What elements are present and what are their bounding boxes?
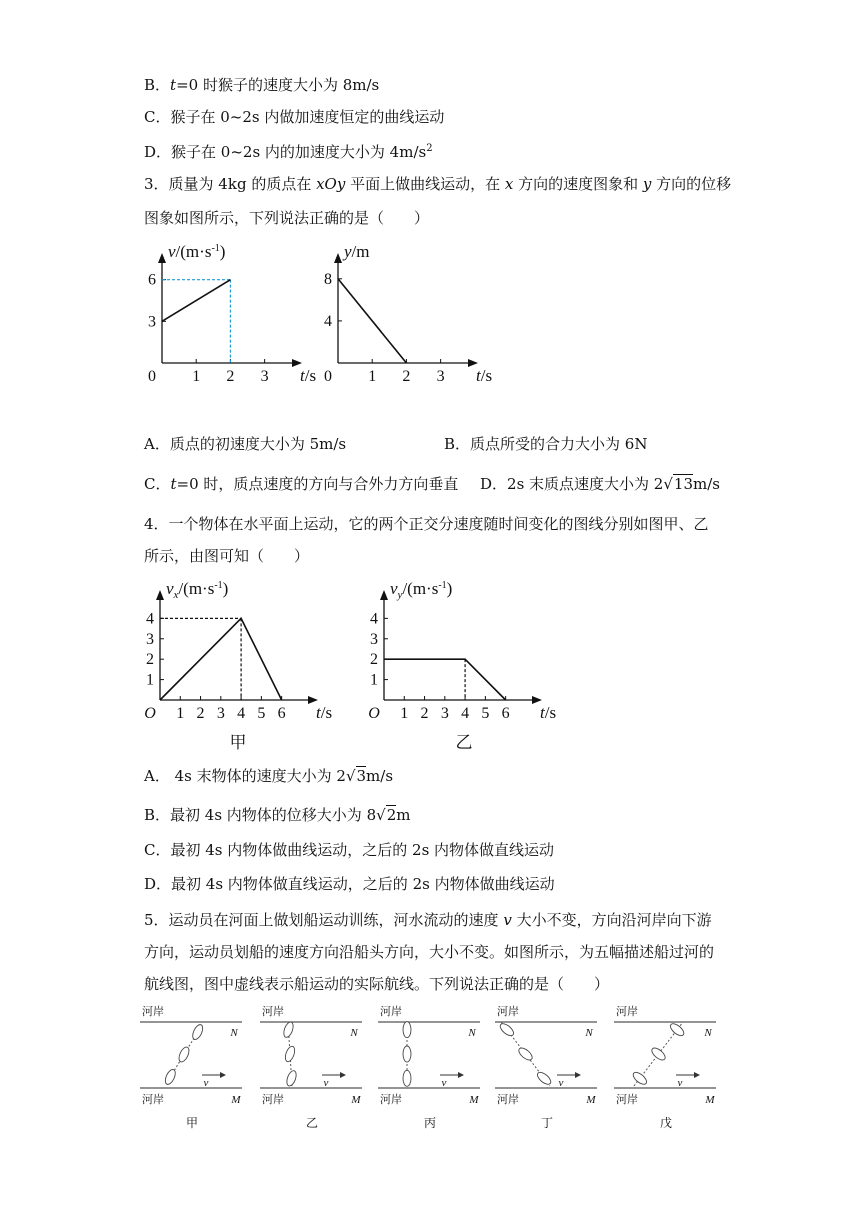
x-tick-label: 1 (192, 368, 201, 385)
bank-label-bottom: 河岸 (616, 1094, 638, 1106)
current-arrow-head (220, 1072, 226, 1078)
chart-caption: 乙 (455, 733, 473, 752)
q4-option-c: C．最初 4s 内物体做曲线运动，之后的 2s 内物体做直线运动 (144, 841, 555, 859)
x-tick-label: 5 (257, 705, 266, 722)
y-tick-label: 1 (146, 671, 154, 689)
diagram-caption: 戊 (659, 1116, 673, 1130)
x-axis-label: t/s (540, 703, 557, 722)
x-tick-label: 3 (216, 705, 225, 722)
bank-label-top: 河岸 (380, 1006, 402, 1018)
x-tick-label: 6 (501, 705, 510, 722)
diagram-caption: 丙 (423, 1116, 437, 1130)
x-tick-label: 1 (368, 368, 377, 385)
q4-vx-chart (140, 574, 340, 754)
bank-label-n: N (704, 1027, 712, 1039)
bank-label-top: 河岸 (142, 1006, 164, 1018)
q5-stem-line2: 方向，运动员划船的速度方向沿船头方向，大小不变。如图所示，为五幅描述船过河的 (144, 943, 715, 961)
current-arrow-head (575, 1072, 581, 1078)
y-tick-label: 2 (370, 651, 378, 669)
x-tick-label: 6 (277, 705, 286, 722)
boat-icon (403, 1070, 411, 1086)
boat-icon (403, 1022, 411, 1038)
y-axis-label: $v_y/(m\cdot s^{-1})$ (390, 579, 453, 601)
origin-label: O (368, 705, 380, 722)
x-tick-label: 3 (436, 368, 445, 385)
x-axis-label: t/s (476, 366, 493, 385)
x-tick-label: 2 (402, 368, 411, 385)
q4-vy-chart (360, 574, 560, 754)
q3-velocity-chart (140, 238, 317, 388)
current-label: v (558, 1077, 564, 1089)
x-tick-label: 1 (176, 705, 185, 722)
bank-label-m: M (469, 1094, 479, 1106)
current-label: v (441, 1077, 447, 1089)
y-axis-label: $v_x/(m\cdot s^{-1})$ (166, 579, 229, 601)
diagram-caption: 乙 (305, 1116, 319, 1130)
bank-label-bottom: 河岸 (380, 1094, 402, 1106)
bank-label-m: M (351, 1094, 361, 1106)
boat-icon (284, 1045, 297, 1063)
boat-icon (177, 1046, 191, 1064)
x-tick-label: 4 (461, 705, 470, 722)
bank-label-n: N (350, 1027, 358, 1039)
q3-option-c: C．t=0 时，质点速度的方向与合外力方向垂直 (144, 475, 459, 493)
boat-icon (191, 1023, 205, 1041)
river-panel (140, 1004, 242, 1130)
series-line (384, 659, 506, 700)
bank-label-top: 河岸 (262, 1006, 284, 1018)
bank-label-m: M (705, 1094, 715, 1106)
boat-icon (535, 1070, 552, 1086)
bank-label-m: M (586, 1094, 596, 1106)
x-tick-label: 2 (420, 705, 429, 722)
y-tick-label: 1 (370, 671, 378, 689)
x-tick-label: 2 (226, 368, 235, 385)
q4-stem-line2: 所示，由图可知（ ） (144, 547, 310, 565)
y-tick-label: 3 (146, 630, 154, 648)
x-tick-label: 3 (260, 368, 269, 385)
bank-label-bottom: 河岸 (262, 1094, 284, 1106)
boat-icon (163, 1068, 177, 1086)
q5-river-diagrams (140, 1000, 730, 1140)
boat-icon (668, 1021, 685, 1037)
current-label: v (203, 1077, 209, 1089)
x-tick-label: 4 (237, 705, 246, 722)
bank-label-n: N (468, 1027, 476, 1039)
series-line (160, 618, 282, 700)
y-axis-arrow (158, 253, 166, 263)
q5-stem-line1: 5．运动员在河面上做划船运动训练，河水流动的速度 v 大小不变，方向沿河岸向下游 (144, 911, 712, 929)
x-tick-label: 3 (440, 705, 449, 722)
y-tick-label: 4 (146, 610, 154, 628)
q4-stem-line1: 4．一个物体在水平面上运动，它的两个正交分速度随时间变化的图线分别如图甲、乙 (144, 515, 709, 533)
q3-stem-line1: 3．质量为 4kg 的质点在 xOy 平面上做曲线运动，在 x 方向的速度图象和 y 方向的位移 (144, 175, 732, 193)
x-axis-label: t/s (316, 703, 333, 722)
current-arrow-head (340, 1072, 346, 1078)
y-tick-label: 3 (370, 630, 378, 648)
y-tick-label: 8 (324, 270, 332, 288)
current-label: v (677, 1077, 683, 1089)
series-line (162, 280, 230, 322)
q5-stem-line3: 航线图，图中虚线表示船运动的实际航线。下列说法正确的是（ ） (144, 975, 610, 993)
y-tick-label: 3 (148, 313, 156, 331)
chart-caption: 甲 (229, 733, 247, 752)
y-axis-arrow (334, 253, 342, 263)
q2-option-c: C．猴子在 0~2s 内做加速度恒定的曲线运动 (144, 108, 445, 126)
y-axis-label: $v/(m\cdot s^{-1})$ (168, 242, 226, 261)
river-panel (614, 1004, 716, 1130)
q3-stem-line2: 图象如图所示，下列说法正确的是（ ） (144, 209, 430, 227)
x-axis-label: t/s (300, 366, 317, 385)
diagram-caption: 丁 (540, 1116, 554, 1130)
boat-icon (650, 1046, 667, 1062)
river-panel (495, 1004, 597, 1130)
x-tick-label: 1 (400, 705, 409, 722)
current-label: v (323, 1077, 329, 1089)
river-panel (378, 1004, 480, 1130)
q2-option-b: B．t=0 时猴子的速度大小为 8m/s (144, 76, 380, 94)
origin-label: 0 (324, 368, 332, 385)
bank-label-bottom: 河岸 (142, 1094, 164, 1106)
bank-label-n: N (585, 1027, 593, 1039)
origin-label: 0 (148, 368, 156, 385)
q2-option-d: D．猴子在 0~2s 内的加速度大小为 $4m/s^2$ (144, 143, 433, 161)
q3-option-b: B．质点所受的合力大小为 6N (444, 435, 648, 453)
x-tick-label: 5 (481, 705, 490, 722)
y-tick-label: 4 (324, 312, 332, 330)
y-axis-arrow (380, 590, 388, 600)
q4-option-b: B．最初 4s 内物体的位移大小为 8√2m (144, 806, 411, 824)
current-arrow-head (458, 1072, 464, 1078)
bank-label-n: N (230, 1027, 238, 1039)
bank-label-m: M (231, 1094, 241, 1106)
x-tick-label: 2 (196, 705, 205, 722)
q3-option-a: A．质点的初速度大小为 5m/s (144, 435, 347, 453)
diagram-caption: 甲 (185, 1116, 199, 1130)
y-axis-arrow (156, 590, 164, 600)
y-tick-label: 2 (146, 651, 154, 669)
q4-option-a: A． 4s 末物体的速度大小为 2√3m/s (144, 767, 394, 785)
bank-label-top: 河岸 (497, 1006, 519, 1018)
series-line (338, 279, 406, 363)
origin-label: O (144, 705, 156, 722)
current-arrow-head (694, 1072, 700, 1078)
boat-icon (403, 1046, 411, 1062)
y-axis-label: y/m (344, 242, 370, 261)
y-tick-label: 6 (148, 271, 156, 289)
boat-icon (285, 1069, 298, 1087)
boat-icon (631, 1070, 648, 1086)
bank-label-bottom: 河岸 (497, 1094, 519, 1106)
q4-option-d: D．最初 4s 内物体做直线运动，之后的 2s 内物体做曲线运动 (144, 875, 555, 893)
river-panel (260, 1004, 362, 1130)
boat-icon (498, 1021, 515, 1037)
bank-label-top: 河岸 (616, 1006, 638, 1018)
q3-option-d: D．2s 末质点速度大小为 2√13m/s (480, 475, 720, 493)
boat-icon (282, 1021, 295, 1039)
q3-displacement-chart (318, 238, 493, 388)
boat-icon (517, 1046, 534, 1062)
y-tick-label: 4 (370, 610, 378, 628)
